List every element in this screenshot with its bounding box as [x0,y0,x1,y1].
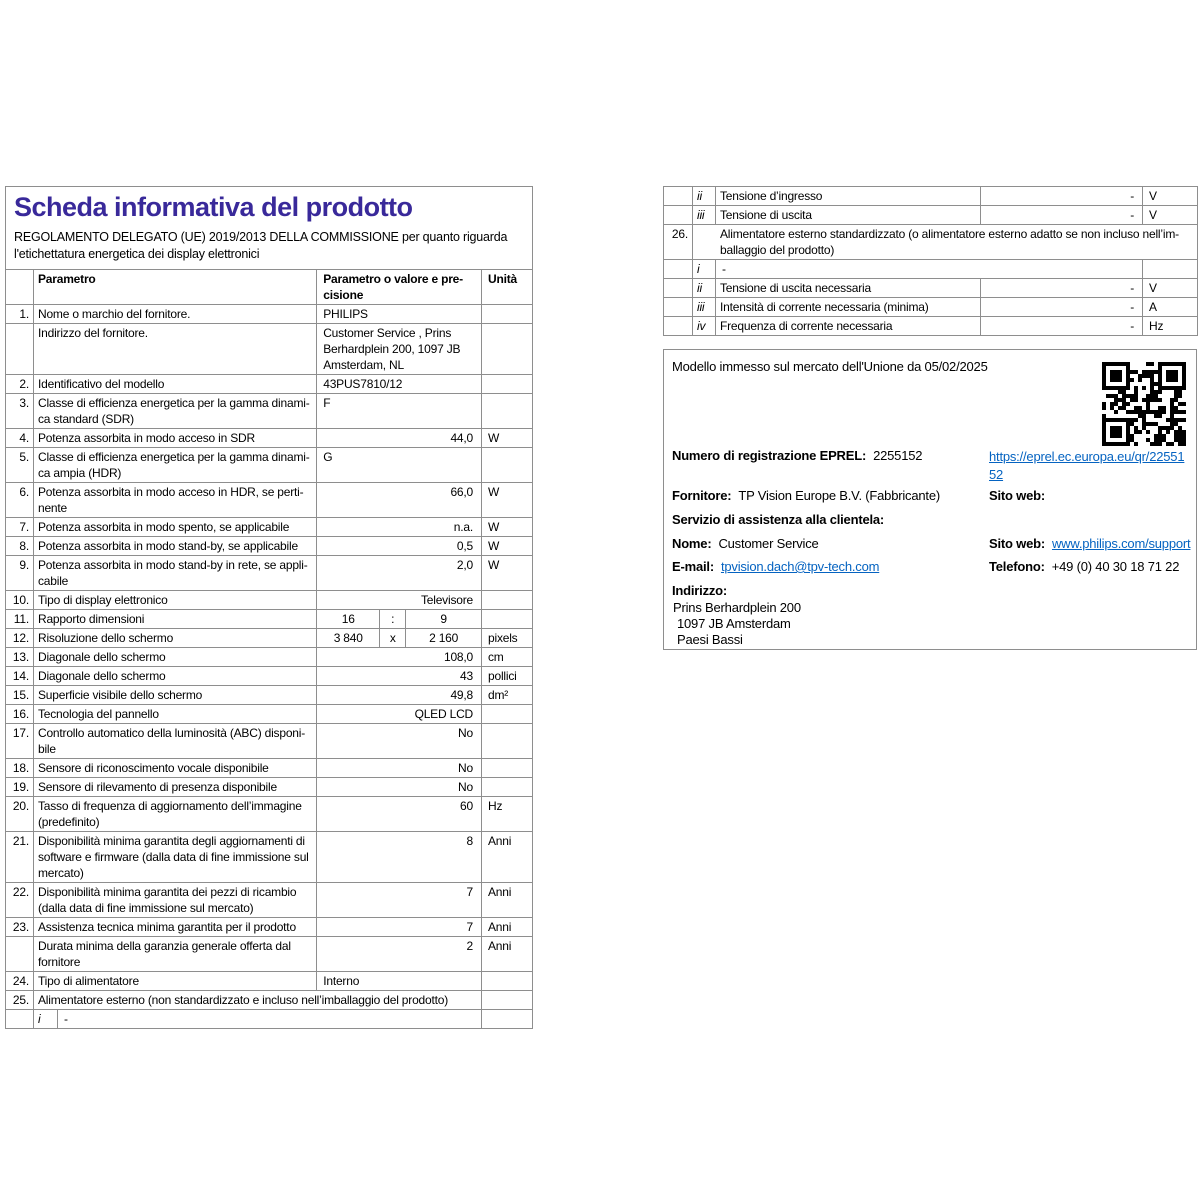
table-row [6,832,533,883]
resolution-separator: x [379,629,406,647]
table-row [6,705,533,724]
sub-letter-cell: ii [693,279,716,298]
header-unit: Unità [482,270,533,305]
value-cell: F [317,394,482,429]
value-cell: 2 [317,937,482,972]
unit-cell: W [482,537,533,556]
table-row [664,317,1198,336]
unit-cell [482,610,533,629]
sub-letter-cell: i [33,1010,57,1029]
row-number [664,206,693,225]
sub-letter-cell: iii [693,298,716,317]
qr-code [1102,362,1186,446]
ratio-width: 16 [341,612,355,626]
table-row [6,918,533,937]
row-number: 7. [6,518,34,537]
param-cell: Frequenza di corrente necessaria [716,317,981,336]
row-number: 8. [6,537,34,556]
param-cell: Tensione di uscita necessaria [716,279,981,298]
value-cell: No [317,759,482,778]
row-number: 18. [6,759,34,778]
param-cell: Indirizzo del fornitore. [33,324,316,375]
address-line: Paesi Bassi [677,632,743,647]
resolution-height: 2 160 [429,631,459,645]
unit-cell: Anni [482,937,533,972]
param-cell: Diagonale dello schermo [33,648,316,667]
header-param: Parametro [33,270,316,305]
param-cell: Risoluzione dello schermo [33,629,316,648]
row-number: 21. [6,832,34,883]
sub-letter-cell: ii [693,187,716,206]
param-cell: Tensione d’ingresso [716,187,981,206]
value-cell: Interno [317,972,482,991]
row-number: 11. [6,610,34,629]
value-cell: - [981,317,1143,336]
table-row [6,629,533,648]
row-number: 13. [6,648,34,667]
value-cell: 7 [317,883,482,918]
table-row [664,187,1198,206]
right-fiche-column [663,186,1197,650]
row-number: 1. [6,305,34,324]
value-cell: QLED LCD [317,705,482,724]
unit-cell [482,778,533,797]
unit-cell [482,448,533,483]
value-cell: - [716,260,1143,279]
value-cell: 49,8 [317,686,482,705]
param-cell: Assistenza tecnica minima garantita per il prodotto [33,918,316,937]
param-cell: Classe di efficienza energetica per la gamma dinamica ampia (HDR) [33,448,316,483]
unit-cell [1143,260,1198,279]
value-cell: PHILIPS [317,305,482,324]
value-cell: 60 [317,797,482,832]
param-cell: Diagonale dello schermo [33,667,316,686]
table-row [6,667,533,686]
table-row [664,260,1198,279]
eprel-registration [672,448,922,464]
unit-cell: Anni [482,832,533,883]
value-cell: G [317,448,482,483]
row-number: 14. [6,667,34,686]
table-row [6,537,533,556]
support-website-link[interactable]: www.philips.com/support [1051,536,1191,551]
param-cell: Tasso di frequenza di aggiornamento dell’immagine (predefinito) [33,797,316,832]
website-label: Sito web: [989,536,1045,551]
param-cell: Disponibilità minima garantita degli aggiornamenti di software e firmware (dalla data di fine immissione sul mercato) [33,832,316,883]
power-supply-table [663,186,1198,336]
name-label: Nome: [672,536,712,551]
row-number [6,1010,34,1029]
ratio-separator: : [379,610,406,628]
title-row [6,187,533,270]
table-row [6,429,533,448]
row-number: 25. [6,991,34,1010]
row-number: 22. [6,883,34,918]
value-cell: No [317,724,482,759]
param-cell: Tecnologia del pannello [33,705,316,724]
value-cell: - [981,279,1143,298]
unit-cell [482,394,533,429]
regulation-text: REGOLAMENTO DELEGATO (UE) 2019/2013 DELLA COMMISSIONE per quanto riguarda l'etichettatura energetica dei display elettronici [14,230,508,261]
supplier-name: TP Vision Europe B.V. (Fabbricante) [738,488,940,503]
unit-cell [482,591,533,610]
row-number [664,279,693,298]
eprel-number: 2255152 [873,448,923,463]
eprel-link[interactable]: https://eprel.ec.europa.eu/qr/2255152 [989,449,1185,482]
unit-cell: V [1143,279,1198,298]
row-number: 6. [6,483,34,518]
value-cell: 44,0 [317,429,482,448]
sub-letter-cell: iii [693,206,716,225]
table-row [6,305,533,324]
row-number: 5. [6,448,34,483]
table-row [6,1010,533,1029]
header-number-cell [6,270,34,305]
address-heading: Indirizzo: [672,583,728,598]
address-line: 1097 JB Amsterdam [677,616,791,631]
table-row [664,298,1198,317]
supplier-label: Fornitore: [672,488,732,503]
param-cell: Tensione di uscita [716,206,981,225]
email-link[interactable]: tpvision.dach@tpv-tech.com [720,559,880,574]
unit-cell: W [482,483,533,518]
table-row [6,610,533,629]
table-row [6,759,533,778]
unit-cell [482,1010,533,1029]
table-row [6,937,533,972]
row-number [6,937,34,972]
span-cell: Alimentatore esterno standardizzato (o alimentatore esterno adatto se non incluso nell’imballaggio del prodotto) [693,225,1198,260]
main-fiche-column [5,186,533,1029]
value-cell: - [981,298,1143,317]
row-number: 15. [6,686,34,705]
address-line: Prins Berhardplein 200 [673,600,801,615]
param-cell: Nome o marchio del fornitore. [33,305,316,324]
param-cell: Sensore di rilevamento di presenza disponibile [33,778,316,797]
table-row [664,225,1198,260]
value-cell: 66,0 [317,483,482,518]
table-row [6,778,533,797]
value-cell: 7 [317,918,482,937]
product-parameters-table [5,186,533,1029]
value-cell: 2,0 [317,556,482,591]
table-row [6,483,533,518]
table-row [6,797,533,832]
param-cell: Potenza assorbita in modo acceso in SDR [33,429,316,448]
value-cell: n.a. [317,518,482,537]
row-number: 3. [6,394,34,429]
row-number: 4. [6,429,34,448]
param-cell: Rapporto dimensioni [33,610,316,629]
param-cell: Classe di efficienza energetica per la gamma dinamica standard (SDR) [33,394,316,429]
market-entry-line: Modello immesso sul mercato dell'Unione da 05/02/2025 [672,359,988,374]
sub-letter-cell: i [693,260,716,279]
table-row [664,279,1198,298]
table-row [6,648,533,667]
email-label: E-mail: [672,559,714,574]
table-row [6,375,533,394]
value-cell: 8 [317,832,482,883]
value-cell: Customer Service , Prins Berhardplein 200, 1097 JB Amsterdam, NL [317,324,482,375]
row-number: 24. [6,972,34,991]
unit-cell: V [1143,206,1198,225]
row-number [664,298,693,317]
unit-cell [482,305,533,324]
header-row [6,270,533,305]
unit-cell [482,991,533,1010]
table-row [6,324,533,375]
supplier-line [672,488,940,504]
row-number: 12. [6,629,34,648]
eprel-label: Numero di registrazione EPREL: [672,448,867,463]
unit-cell [482,324,533,375]
unit-cell: cm [482,648,533,667]
service-name-line [672,536,819,552]
unit-cell: Anni [482,883,533,918]
service-name: Customer Service [718,536,819,551]
phone-line [989,559,1179,575]
value-cell: - [981,187,1143,206]
table-row [6,972,533,991]
param-cell: Potenza assorbita in modo acceso in HDR, se pertinente [33,483,316,518]
row-number: 26. [664,225,693,260]
unit-cell [482,759,533,778]
table-row [6,686,533,705]
row-number: 2. [6,375,34,394]
value-cell: 108,0 [317,648,482,667]
unit-cell: A [1143,298,1198,317]
table-row [6,883,533,918]
row-number [6,324,34,375]
unit-cell: Anni [482,918,533,937]
param-cell: Potenza assorbita in modo spento, se applicabile [33,518,316,537]
row-number: 20. [6,797,34,832]
row-number: 19. [6,778,34,797]
row-number: 10. [6,591,34,610]
param-cell: Potenza assorbita in modo stand-by, se applicabile [33,537,316,556]
support-website-line [989,536,1190,552]
row-number [664,260,693,279]
unit-cell: dm² [482,686,533,705]
unit-cell: W [482,556,533,591]
param-cell: Sensore di riconoscimento vocale disponibile [33,759,316,778]
phone-label: Telefono: [989,559,1045,574]
row-number: 23. [6,918,34,937]
param-cell: Disponibilità minima garantita dei pezzi di ricambio (dalla data di fine immissione sul mercato) [33,883,316,918]
table-row [6,448,533,483]
table-row [6,724,533,759]
email-line [672,559,879,575]
unit-cell [482,705,533,724]
value-cell: 43 [317,667,482,686]
registration-info-box [663,349,1197,650]
unit-cell [482,375,533,394]
unit-cell: Hz [482,797,533,832]
resolution-width: 3 840 [333,631,363,645]
customer-service-heading: Servizio di assistenza alla clientela: [672,512,885,527]
value-cell: No [317,778,482,797]
unit-cell: V [1143,187,1198,206]
resolution-cell [317,629,482,648]
row-number [664,187,693,206]
param-cell: Tipo di alimentatore [33,972,316,991]
param-cell: Tipo di display elettronico [33,591,316,610]
ratio-cell [317,610,482,629]
row-number: 16. [6,705,34,724]
website-label: Sito web: [989,488,1045,503]
value-cell: 0,5 [317,537,482,556]
row-number: 17. [6,724,34,759]
value-cell: 43PUS7810/12 [317,375,482,394]
unit-cell [482,972,533,991]
span-cell: Alimentatore esterno (non standardizzato e incluso nell’imballaggio del prodotto) [33,991,481,1010]
table-row [6,556,533,591]
unit-cell: pollici [482,667,533,686]
unit-cell: W [482,429,533,448]
param-cell: Superficie visibile dello schermo [33,686,316,705]
unit-cell: Hz [1143,317,1198,336]
row-number: 9. [6,556,34,591]
param-cell: Controllo automatico della luminosità (ABC) disponibile [33,724,316,759]
page-title: Scheda informativa del prodotto [14,192,413,222]
website-label-line [989,488,1045,504]
header-value: Parametro o valore e precisione [317,270,482,305]
unit-cell: W [482,518,533,537]
ratio-height: 9 [440,612,447,626]
value-cell: Televisore [317,591,482,610]
param-cell: Durata minima della garanzia generale offerta dal fornitore [33,937,316,972]
table-row [6,394,533,429]
table-row [6,518,533,537]
phone-number: +49 (0) 40 30 18 71 22 [1051,559,1180,574]
table-row [6,991,533,1010]
unit-cell: pixels [482,629,533,648]
row-number [664,317,693,336]
table-row [664,206,1198,225]
value-cell: - [57,1010,481,1029]
unit-cell [482,724,533,759]
sub-letter-cell: iv [693,317,716,336]
param-cell: Intensità di corrente necessaria (minima) [716,298,981,317]
title-block [6,187,533,270]
param-cell: Identificativo del modello [33,375,316,394]
value-cell: - [981,206,1143,225]
param-cell: Potenza assorbita in modo stand-by in rete, se applicabile [33,556,316,591]
table-row [6,591,533,610]
